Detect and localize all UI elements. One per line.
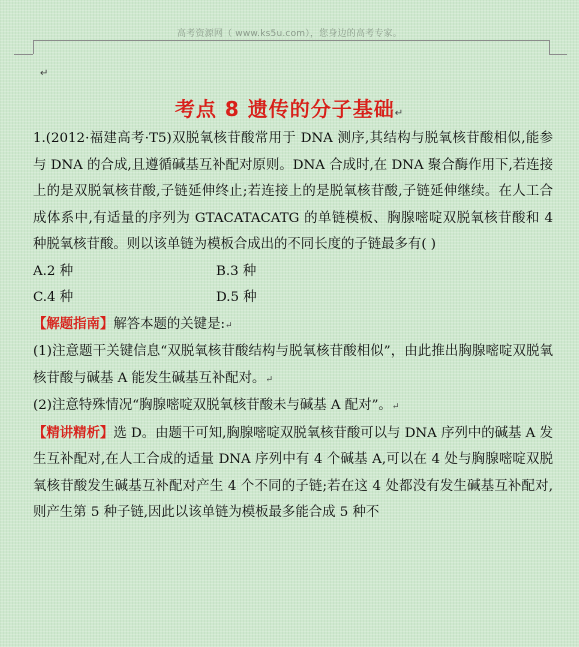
option-a: A.2 种 [33,263,74,279]
crop-mark-right [549,40,550,54]
guide-heading [33,312,553,340]
option-c: C.4 种 [33,290,74,305]
guide-point-1 [33,339,553,393]
header-rule [33,40,550,41]
guide-point-2-text: (2)注意特殊情况“胸腺嘧啶双脱氧核苷酸未与碱基 A 配对”。 [33,398,392,413]
guide-intro: 解答本题的关键是: [113,316,225,332]
section-title [0,93,579,122]
guide-point-2 [33,393,553,421]
guide-paragraph-mark: ↵ [224,320,233,331]
options-row-1 [33,259,553,286]
paragraph-mark: ↵ [40,68,49,79]
analysis-paragraph [33,421,553,527]
guide-point-1-mark: ↵ [265,374,273,385]
option-d: D.5 种 [216,290,257,305]
question-text: 1.(2012·福建高考·T5)双脱氧核苷酸常用于 DNA 测序,其结构与脱氧核苷酸相似,能参与 DNA 的合成,且遵循碱基互补配对原则。DNA 合成时,在 DNA 聚合酶作用下,若连接上的是双脱氧核苷酸,子链延伸终止;若连接上的是脱氧核苷酸,子链延伸继续。在人工合成体系中,有适量的序列为 GTACATACATG 的单链模板、胸腺嘧啶双脱氧核苷酸和 4 种脱氧核苷酸。则以该单链为模板合成出的不同长度的子链最多有( ) [33,131,553,252]
analysis-text: 选 D。由题干可知,胸腺嘧啶双脱氧核苷酸可以与 DNA 序列中的碱基 A 发生互补配对,在人工合成的适量 DNA 序列中有 4 个碱基 A,可以在 4 处与胸腺嘧啶双脱氧核苷酸发生碱基互补配对产生 4 个不同的子链;若在这 4 处都没有发生碱基互补配对,则产生第 5 种子链,因此以该单链为模板最多能合成 5 种不 [33,425,553,520]
crop-mark-right-horizontal [549,54,567,55]
document-body [33,126,553,527]
analysis-tag: 【精讲精析】 [33,425,114,441]
crop-mark-left [33,40,34,54]
title-paragraph-mark: ↵ [394,108,405,119]
options-row-2 [33,285,553,312]
section-title-text: 考点 8 遗传的分子基础 [174,97,395,121]
guide-point-1-text: (1)注意题干关键信息“双脱氧核苷酸结构与脱氧核苷酸相似”，由此推出胸腺嘧啶双脱氧核苷酸与碱基 A 能发生碱基互补配对。 [33,344,553,386]
guide-tag: 【解题指南】 [33,316,114,332]
option-b: B.3 种 [216,263,257,279]
guide-point-2-mark: ↵ [391,402,400,412]
crop-mark-left-horizontal [14,54,33,55]
page-header-text: 高考资源网（ www.ks5u.com），您身边的高考专家。 [177,29,402,39]
